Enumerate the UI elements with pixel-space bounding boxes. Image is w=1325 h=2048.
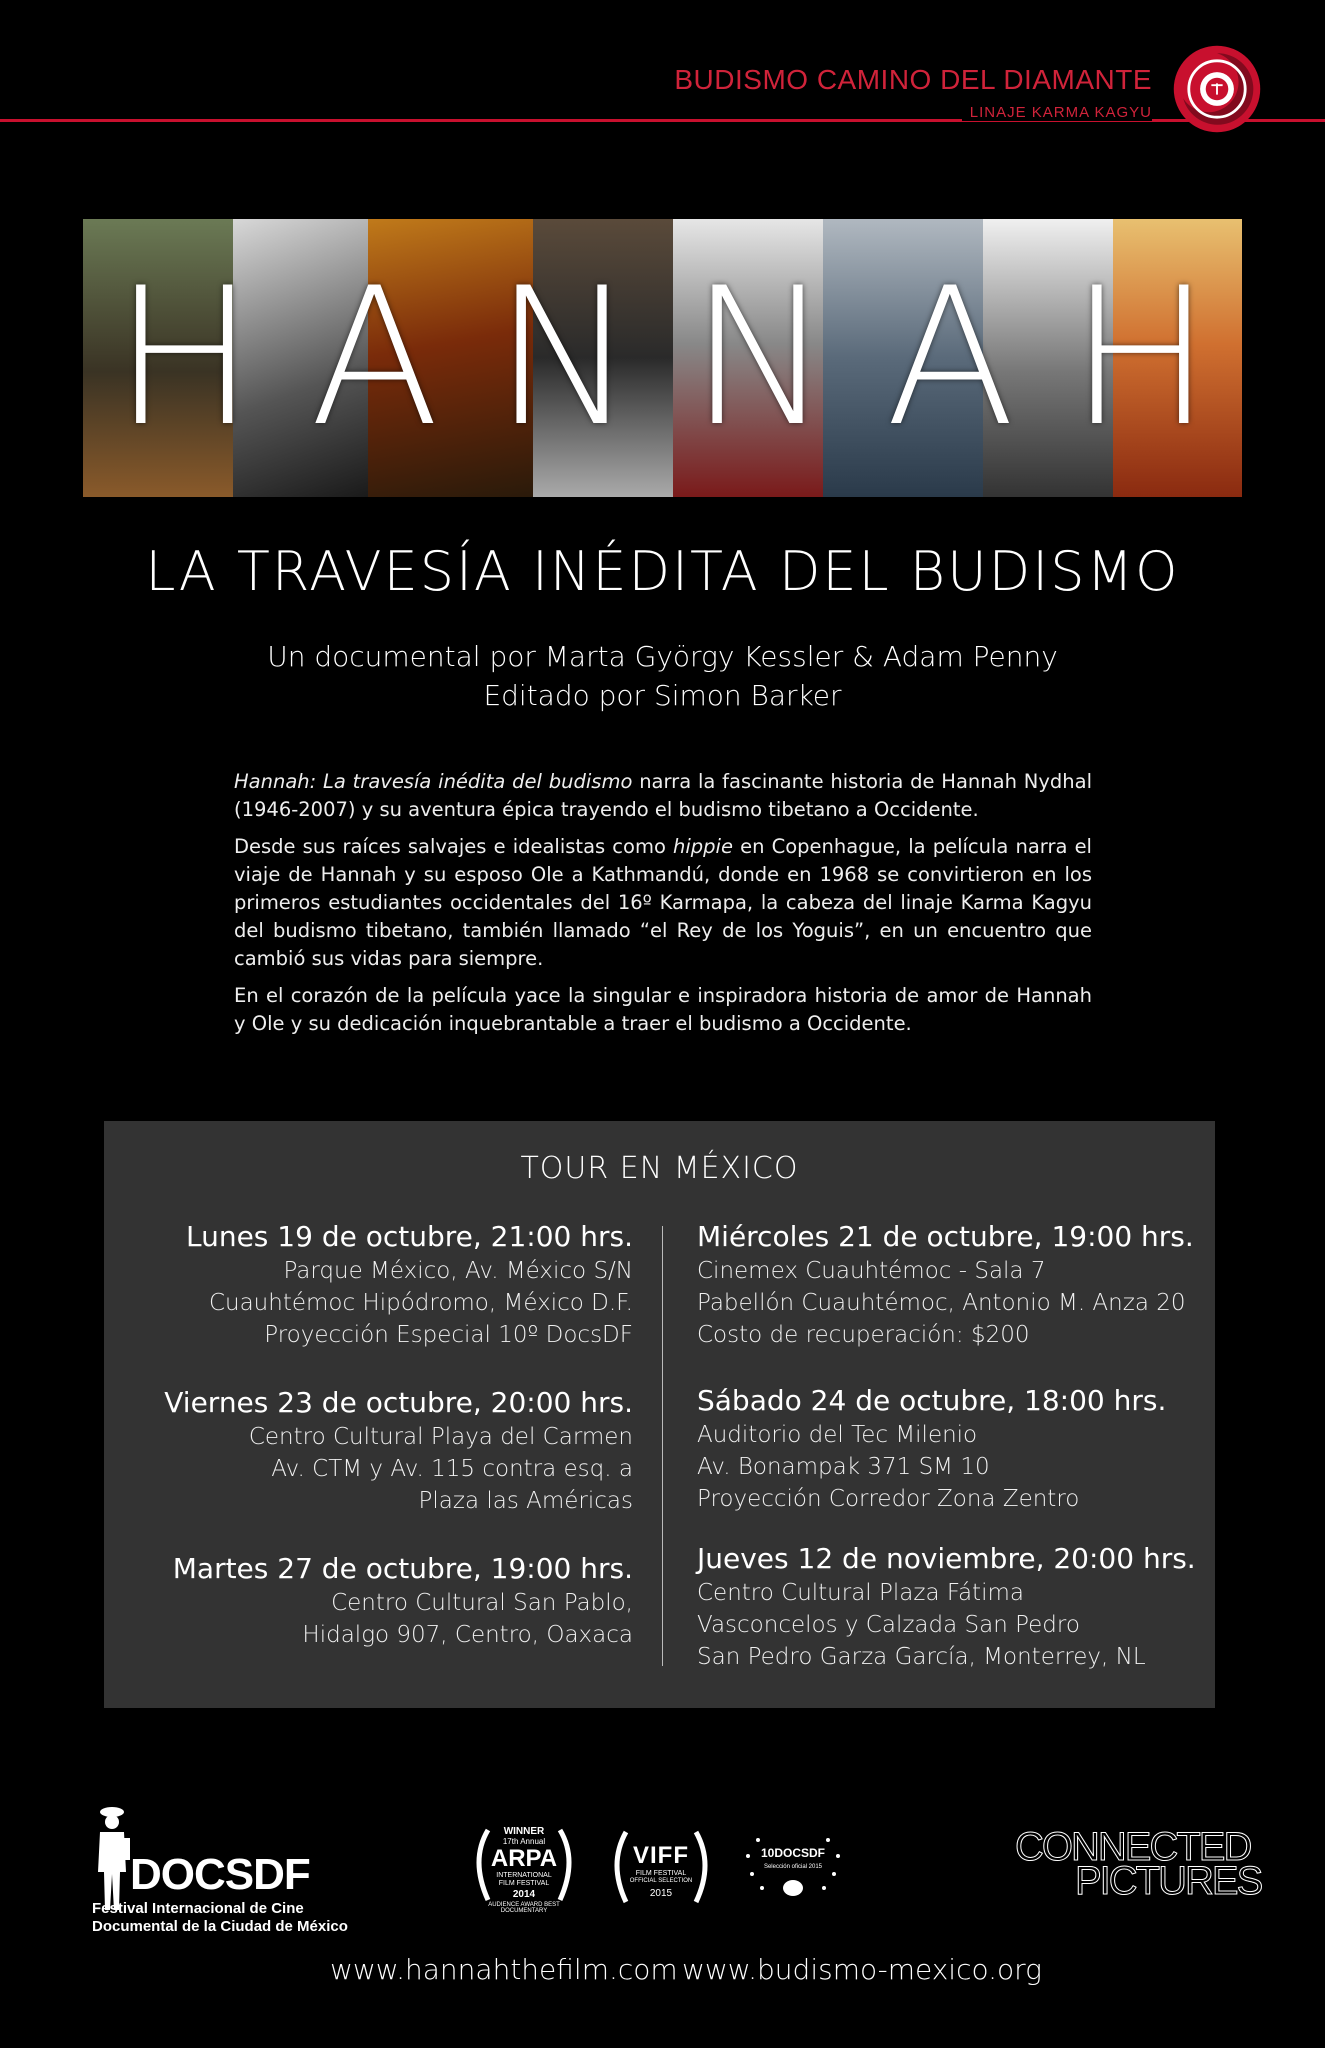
event-date: Martes 27 de octubre, 19:00 hrs. — [172, 1552, 633, 1585]
award-name: ARPA — [490, 1845, 558, 1872]
event-detail: Cuauhtémoc Hipódromo, México D.F. — [208, 1290, 633, 1316]
synopsis — [234, 768, 1092, 1047]
docsdf-figure-icon — [92, 1802, 132, 1912]
synopsis-paragraph — [234, 768, 1092, 824]
title-letter: N — [493, 247, 636, 468]
title-letter: H — [113, 247, 256, 468]
award-label: INTERNATIONAL — [496, 1872, 552, 1879]
event-entry — [697, 1383, 1166, 1515]
award-label: 17th Annual — [502, 1837, 546, 1846]
synopsis-text: Desde sus raíces salvajes e idealistas como — [234, 835, 674, 858]
diamond-way-logo-icon — [1170, 42, 1264, 136]
award-name: VIFF — [633, 1842, 689, 1869]
award-label: AUDIENCE AWARD BEST DOCUMENTARY — [488, 1902, 560, 1914]
event-detail: Pabellón Cuauhtémoc, Antonio M. Anza 20 — [697, 1290, 1186, 1316]
award-year: 2014 — [512, 1889, 536, 1900]
brand-subtitle: LINAJE KARMA KAGYU — [962, 104, 1152, 121]
event-date: Jueves 12 de noviembre, 20:00 hrs. — [697, 1542, 1196, 1575]
synopsis-text: narra la fascinante historia de Hannah Nydhal (1946-2007) y su aventura épica trayendo el budismo tibetano a Occidente. — [234, 770, 1092, 821]
event-date: Sábado 24 de octubre, 18:00 hrs. — [697, 1384, 1167, 1417]
event-detail: Centro Cultural Playa del Carmen — [248, 1424, 633, 1450]
event-entry — [186, 1219, 633, 1351]
event-date: Miércoles 21 de octubre, 19:00 hrs. — [697, 1220, 1194, 1253]
event-detail: Av. Bonampak 371 SM 10 — [697, 1454, 990, 1480]
tour-title: TOUR EN MÉXICO — [520, 1151, 799, 1186]
docsdf-logo-subtitle: Festival Internacional de Cine — [92, 1900, 304, 1917]
event-detail: Auditorio del Tec Milenio — [697, 1422, 978, 1448]
viff-selection-laurel — [606, 1826, 716, 1908]
editor-credits: Editado por Simon Barker — [483, 679, 842, 712]
film-website-link[interactable]: www.hannahthefilm.com — [330, 1953, 678, 1986]
title-letter: A — [885, 247, 1016, 468]
event-entry — [697, 1219, 1194, 1351]
event-date: Viernes 23 de octubre, 20:00 hrs. — [164, 1386, 633, 1419]
connected-pictures-logo: PICTURES — [1075, 1859, 1262, 1903]
event-entry — [164, 1385, 633, 1517]
tour-schedule-panel — [104, 1121, 1215, 1708]
synopsis-paragraph: En el corazón de la película yace la singular e inspiradora historia de amor de Hannah y Ole y su dedicación inquebrantable a traer el budismo a Occidente. — [234, 984, 1092, 1035]
award-label: FILM FESTIVAL — [498, 1880, 550, 1887]
event-detail: Av. CTM y Av. 115 contra esq. a — [271, 1456, 633, 1482]
title-letter: A — [309, 247, 440, 468]
event-detail: Centro Cultural Plaza Fátima — [697, 1580, 1024, 1606]
connected-pictures-logo: CONNECTED — [1015, 1825, 1251, 1869]
event-detail: Proyección Especial 10º DocsDF — [264, 1322, 633, 1348]
event-detail: Plaza las Américas — [418, 1488, 633, 1514]
award-label: FILM FESTIVAL — [635, 1870, 687, 1877]
synopsis-film-name: Hannah: La travesía inédita del budismo — [234, 770, 633, 793]
title-letter: N — [689, 247, 832, 468]
event-detail: Vasconcelos y Calzada San Pedro — [697, 1612, 1080, 1638]
event-entry — [697, 1541, 1196, 1673]
event-entry — [173, 1551, 633, 1651]
event-date: Lunes 19 de octubre, 21:00 hrs. — [185, 1220, 633, 1253]
synopsis-text: en Copenhague, la película narra el viaje de Hannah y su esposo Ole a Kathmandú, donde en 1968 se convirtieron en los primeros estudiantes occidentales del 16º Karmapa, la cabeza del linaje Karma Kagyu del budismo tibetano, también llamado “el Rey de los Yoguis”, en un encuentro que cambió sus vidas para siempre. — [234, 835, 1092, 970]
award-year: 2015 — [649, 1888, 673, 1899]
docsdf-logo-name: DOCSDF — [130, 1850, 310, 1899]
event-detail: Hidalgo 907, Centro, Oaxaca — [302, 1622, 633, 1648]
budismo-website-link[interactable]: www.budismo-mexico.org — [682, 1953, 1042, 1986]
award-label: Selección oficial 2015 — [763, 1864, 823, 1870]
synopsis-paragraph — [234, 833, 1092, 973]
column-divider — [662, 1226, 663, 1666]
event-detail: Parque México, Av. México S/N — [283, 1258, 633, 1284]
event-detail: Costo de recuperación: $200 — [697, 1322, 1030, 1348]
film-title-banner — [83, 219, 1242, 497]
event-detail: San Pedro Garza García, Monterrey, NL — [697, 1644, 1146, 1670]
arpa-award-laurel — [466, 1820, 582, 1912]
event-detail: Proyección Corredor Zona Zentro — [697, 1486, 1080, 1512]
director-credits: Un documental por Marta György Kessler & Adam Penny — [267, 640, 1058, 673]
title-letter: H — [1069, 247, 1212, 468]
docsdf10-selection-laurel — [738, 1826, 848, 1906]
award-name: 10DOCSDF — [760, 1846, 825, 1860]
award-label: OFFICIAL SELECTION — [629, 1878, 693, 1884]
event-detail: Cinemex Cuauhtémoc - Sala 7 — [697, 1258, 1046, 1284]
film-subtitle: LA TRAVESÍA INÉDITA DEL BUDISMO — [145, 540, 1180, 603]
film-title — [83, 219, 1242, 497]
award-label: WINNER — [503, 1826, 545, 1837]
event-detail: Centro Cultural San Pablo, — [331, 1590, 633, 1616]
docsdf-logo-subtitle: Documental de la Ciudad de México — [92, 1918, 348, 1935]
synopsis-emphasis: hippie — [673, 835, 733, 858]
brand-title: BUDISMO CAMINO DEL DIAMANTE — [674, 64, 1152, 95]
